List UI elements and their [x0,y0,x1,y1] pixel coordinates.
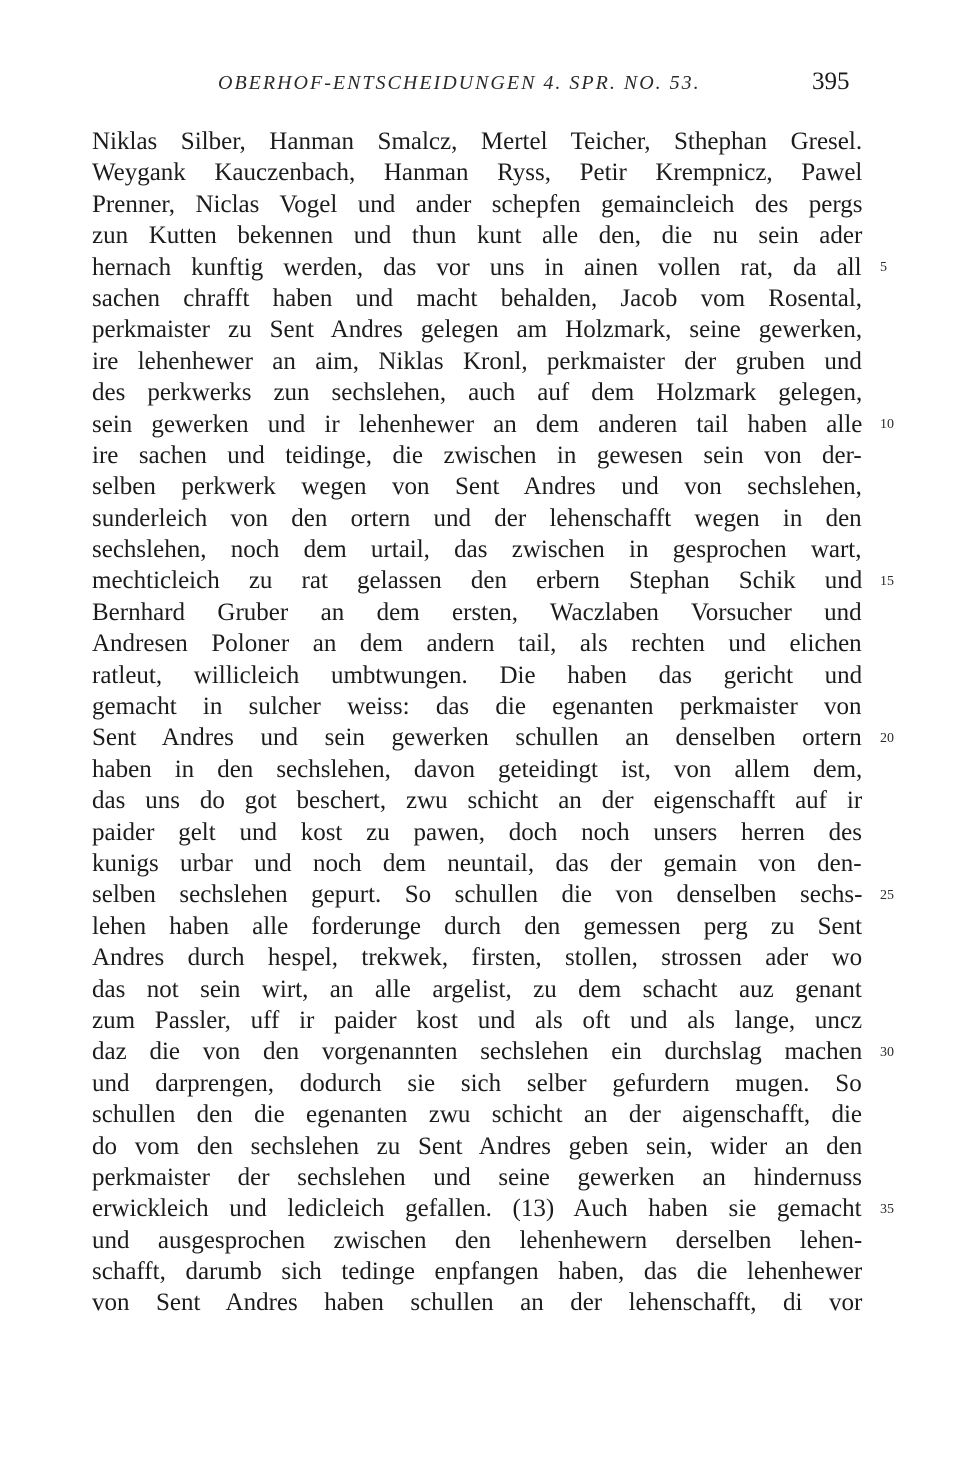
line-number: 15 [880,573,894,589]
text-line: des perkwerks zun sechslehen, auch auf dem Holzmark gelegen, [92,379,863,407]
text-line: zun Kutten bekennen und thun kunt alle den, die nu sein ader [92,222,863,250]
text-line: schafft, darumb sich tedinge enpfangen haben, das die lehenhewer [92,1258,863,1286]
text-line: daz die von den vorgenannten sechslehen ein durchslag machen [92,1038,863,1066]
text-line: lehen haben alle forderunge durch den gemessen perg zu Sent [92,912,863,940]
text-line: erwickleich und ledicleich gefallen. (13) Auch haben sie gemacht [92,1195,862,1223]
text-line: von Sent Andres haben schullen an der lehenschafft, di vor [92,1289,863,1317]
text-line: ire sachen und teidinge, die zwischen in gewesen sein von der- [92,441,862,469]
text-line: gemacht in sulcher weiss: das die egenanten perkmaister von [92,693,862,721]
text-line: sechslehen, noch dem urtail, das zwischen in gesprochen wart, [92,536,862,564]
text-line: paider gelt und kost zu pawen, doch noch unsers herren des [92,818,862,846]
text-line: sachen chrafft haben und macht behalden, Jacob vom Rosental, [92,284,863,312]
page-number: 395 [812,68,850,95]
text-line: Prenner, Niclas Vogel und ander schepfen gemaincleich des pergs [92,190,863,218]
text-line: und darprengen, dodurch sie sich selber gefurdern mugen. So [92,1069,862,1097]
line-number: 20 [880,730,894,746]
text-line: kunigs urbar und noch dem neuntail, das der gemain von den- [92,849,862,877]
line-number: 30 [880,1044,894,1060]
text-line: ire lehenhewer an aim, Niklas Kronl, perkmaister der gruben und [92,347,862,375]
text-line: perkmaister der sechslehen und seine gewerken an hindernuss [92,1163,862,1191]
text-line: und ausgesprochen zwischen den lehenhewern derselben lehen- [92,1226,863,1254]
line-number: 10 [880,416,894,432]
text-line: schullen den die egenanten zwu schicht an der aigenschafft, die [92,1101,863,1129]
text-line: Bernhard Gruber an dem ersten, Waczlaben Vorsucher und [92,598,862,626]
text-line: Andresen Poloner an dem andern tail, als rechten und elichen [92,630,862,658]
running-head: OBERHOF-ENTSCHEIDUNGEN 4. SPR. NO. 53. [218,72,701,94]
text-line: sunderleich von den ortern und der lehenschafft wegen in den [92,504,862,532]
text-line: Andres durch hespel, trekwek, firsten, stollen, strossen ader wo [92,944,863,972]
text-line: das not sein wirt, an alle argelist, zu dem schacht auz genant [92,975,862,1003]
text-line: Sent Andres und sein gewerken schullen an denselben ortern [92,724,862,752]
line-number: 35 [880,1201,894,1217]
text-line: perkmaister zu Sent Andres gelegen am Holzmark, seine gewerken, [92,316,863,344]
text-line: sein gewerken und ir lehenhewer an dem anderen tail haben alle [92,410,863,438]
text-line: selben perkwerk wegen von Sent Andres und von sechslehen, [92,473,862,501]
text-line: mechticleich zu rat gelassen den erbern Stephan Schik und [92,567,863,595]
text-line: zum Passler, uff ir paider kost und als oft und als lange, uncz [92,1006,863,1034]
text-line: Weygank Kauczenbach, Hanman Ryss, Petir Krempnicz, Pawel [92,159,863,187]
text-line: do vom den sechslehen zu Sent Andres geben sein, wider an den [92,1132,863,1160]
line-number: 5 [880,259,887,275]
line-number: 25 [880,887,894,903]
text-line: haben in den sechslehen, davon geteidingt ist, von allem dem, [92,755,863,783]
text-line: Niklas Silber, Hanman Smalcz, Mertel Teicher, Sthephan Gresel. [92,128,863,155]
body-text [92,126,862,1319]
text-line: ratleut, willicleich umbtwungen. Die haben das gericht und [92,661,863,689]
text-line: hernach kunftig werden, das vor uns in ainen vollen rat, da all [92,253,862,281]
text-line: selben sechslehen gepurt. So schullen die von denselben sechs- [92,881,863,909]
text-line: das uns do got beschert, zwu schicht an der eigenschafft auf ir [92,787,863,815]
